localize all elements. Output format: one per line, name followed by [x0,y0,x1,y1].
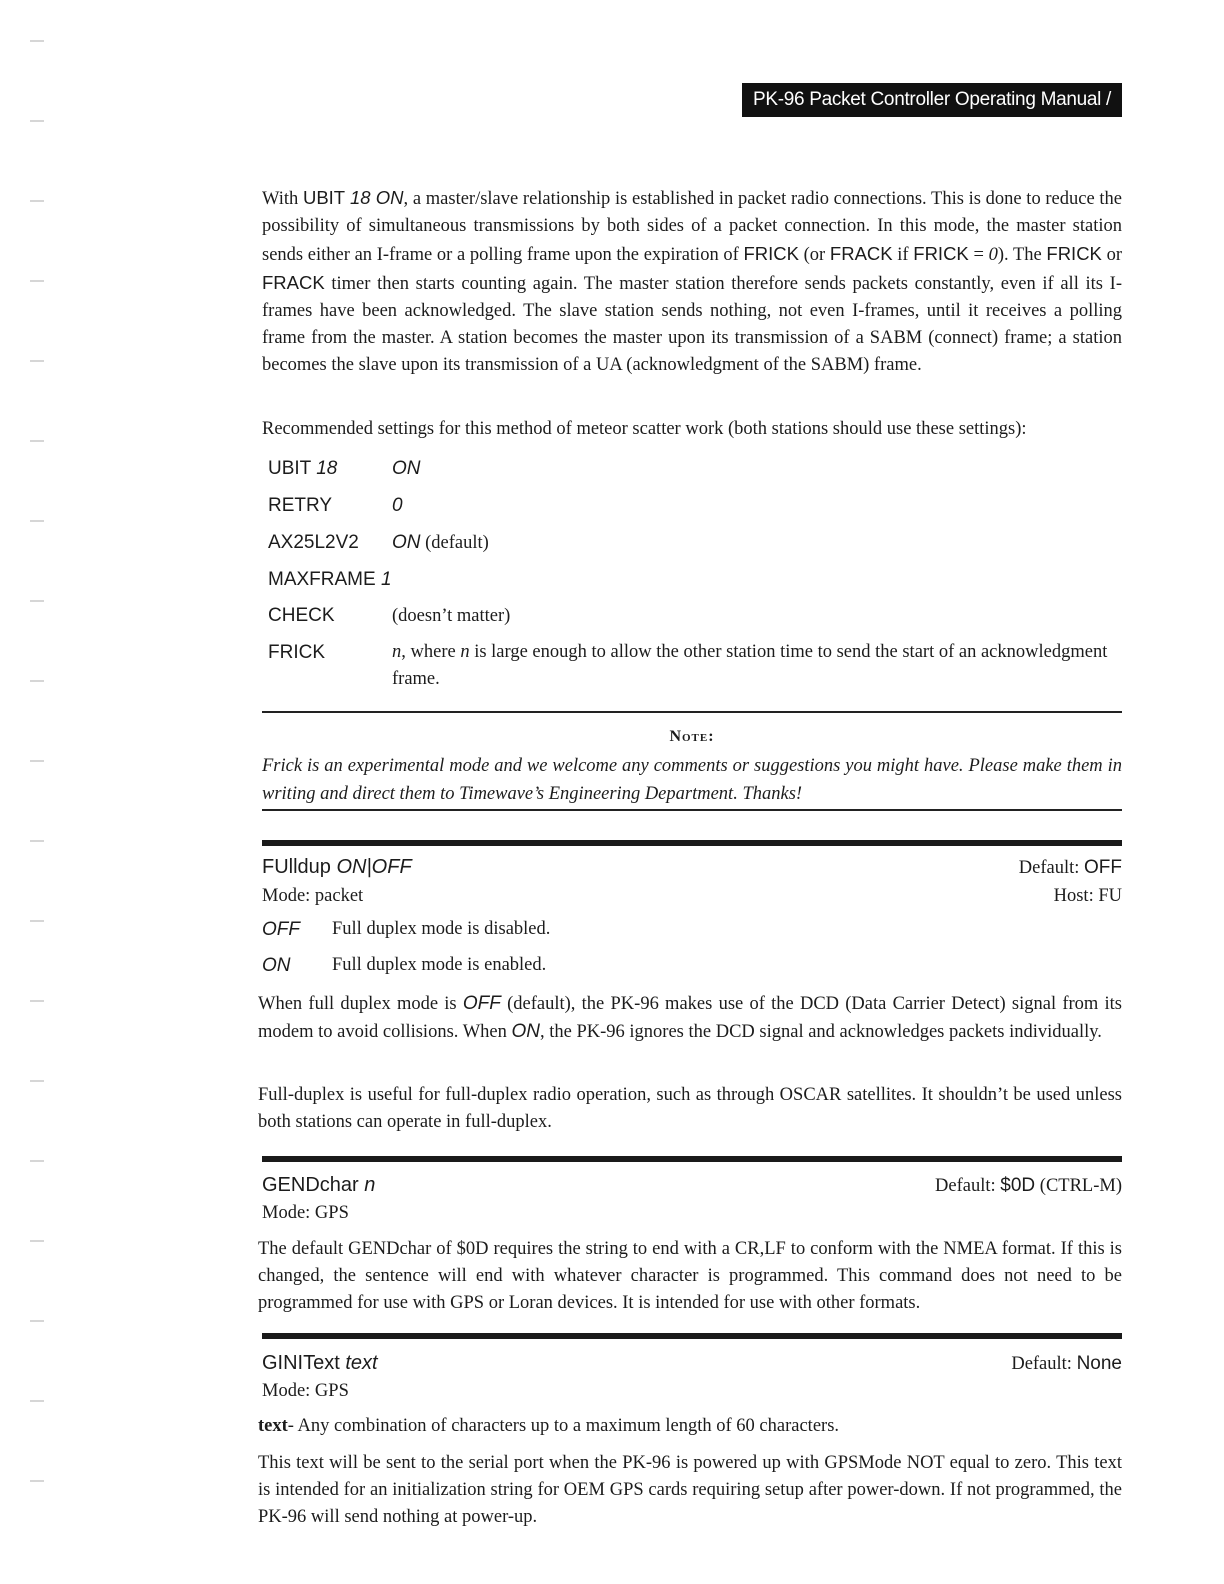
fulldup-paragraph-2: Full-duplex is useful for full-duplex radio operation, such as through OSCAR satellites. It shouldn’t be used unless both stations can operate in full-duplex. [258,1085,1122,1132]
setting-row: FRICK n, where n is large enough to allow the other station time to send the start of an acknowledgment frame. [268,642,1108,689]
setting-row: MAXFRAME 1 [268,569,392,590]
header-title: PK-96 Packet Controller Operating Manual / [752,89,1112,110]
gendchar-heading [262,1174,1122,1197]
command-name: GINIText text [262,1352,378,1374]
fulldup-paragraph-1: When full duplex mode is OFF (default), the PK-96 makes use of the DCD (Data Carrier Detect) signal from its modem to avoid collisions. When ON, the PK-96 ignores the DCD signal and acknowledges packets individually. [258,993,1123,1042]
page-number: 49 [921,123,943,144]
ginitext-heading [262,1352,1122,1375]
settings-intro: Recommended settings for this method of meteor scatter work (both stations should use these settings): [262,419,1027,439]
option-row: OFF Full duplex mode is disabled. [262,919,551,940]
gendchar-paragraph: The default GENDchar of $0D requires the string to end with a CR,LF to conform with the NMEA format. If this is changed, the sentence will end with whatever character is programmed. This command does not need to be programmed for use with GPS or Loran devices. It is intended for use with other formats. [258,1239,1122,1313]
gendchar-mode: Mode: GPS [262,1203,349,1223]
fulldup-heading [262,856,1122,879]
ubit-paragraph: With UBIT 18 ON, a master/slave relationship is established in packet radio connections. This is done to reduce the possibility of simultaneous transmissions by both sides of a packet connection. In this mode, the master station sends either an I-frame or a polling frame upon the expiration of FRICK (or FRACK if FRICK = 0). The FRICK or FRACK timer then starts counting again. The master station therefore sends packets constantly, even if all its I-frames have been acknowledged. The slave station sends nothing, not even I-frames, until it receives a polling frame from the master. A station becomes the master upon its transmission of a SABM (connect) frame; a station becomes the slave upon its transmission of a UA (acknowledgment of the SABM) frame. [262,187,1122,375]
note-top-rule [262,711,1122,713]
ginitext-paragraph: This text will be sent to the serial port when the PK-96 is powered up with GPSMode NOT equal to zero. This text is intended for an initialization string for OEM GPS cards requiring setup after power-down. If not programmed, the PK-96 will send nothing at power-up. [258,1453,1122,1527]
command-default: Default: None [1011,1353,1122,1374]
setting-row: RETRY 0 [268,495,403,516]
settings-list [268,455,1122,702]
note-text: Frick is an experimental mode and we welcome any comments or suggestions you might have. Please make them in writing and direct them to Timewave’s Engineering Department. Thanks! [262,756,1122,804]
section-rule [262,840,1122,846]
binding-edge-marks [30,30,44,1530]
section-rule [262,1333,1122,1339]
section-rule [262,1156,1122,1162]
setting-row: CHECK (doesn’t matter) [268,605,511,626]
ginitext-param: text- Any combination of characters up to a maximum length of 60 characters. [258,1416,840,1436]
note-heading: Note: [669,728,715,745]
note-bottom-rule [262,809,1122,811]
setting-row: AX25L2V2 ON (default) [268,532,489,553]
command-name: GENDchar n [262,1174,376,1196]
setting-row: UBIT 18 ON [268,458,421,479]
option-row: ON Full duplex mode is enabled. [262,955,547,976]
ginitext-mode: Mode: GPS [262,1381,349,1401]
command-default: Default: OFF [1018,857,1122,878]
page-header [742,83,1122,144]
command-name: FUlldup ON|OFF [262,856,412,878]
fulldup-mode: Mode: packet Host: FU [262,886,1122,906]
command-default: Default: $0D (CTRL-M) [935,1175,1122,1196]
